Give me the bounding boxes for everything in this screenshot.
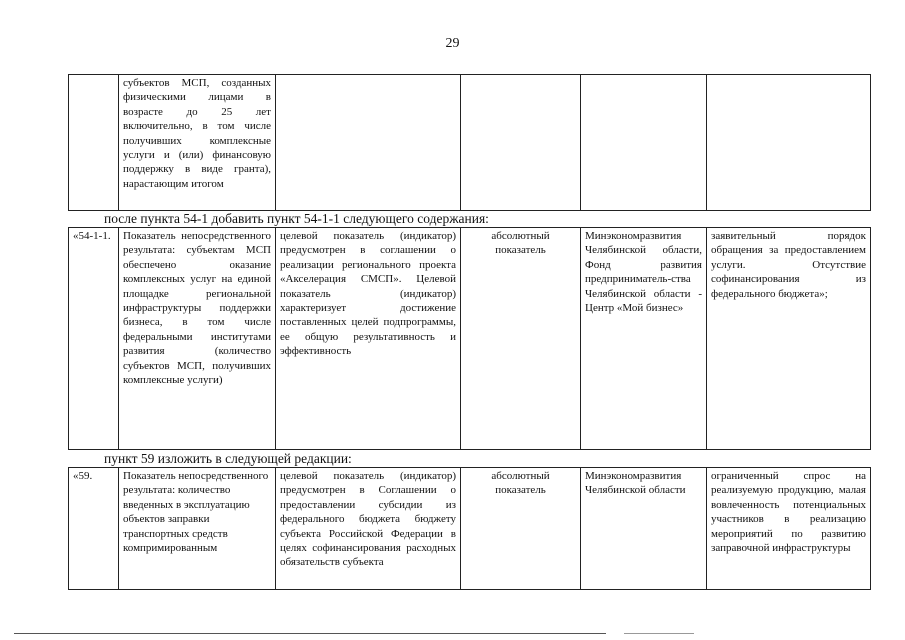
cell-description xyxy=(276,75,461,211)
cell-responsible: Минэкономразвития Челябинской области xyxy=(581,468,707,590)
cell-indicator: Показатель непосредственного результата: субъектам МСП обеспечено оказание комплексных услуг на единой площадке региональной инфраструктуры поддержки бизнеса, в том числе федеральными институтами развития (количество субъектов МСП, получивших комплексные услуги) xyxy=(119,228,276,450)
cell-description: целевой показатель (индикатор) предусмотрен в соглашении о реализации регионального проекта «Акселерация СМСП». Целевой показатель (индикатор) характеризует достижение поставленных целей подпрограммы, ее общую результативность и эффективность xyxy=(276,228,461,450)
amendment-instruction-1: после пункта 54-1 добавить пункт 54-1-1 следующего содержания: xyxy=(104,211,489,226)
cell-note: заявительный порядок обращения за предоставлением услуги. Отсутствие софинансирования из федерального бюджета»; xyxy=(707,228,871,450)
cell-type: абсолютный показатель xyxy=(461,228,581,450)
table-item-59 xyxy=(68,467,871,590)
bottom-rule xyxy=(14,633,606,634)
cell-type xyxy=(461,75,581,211)
cell-number: «54-1-1. xyxy=(69,228,119,450)
cell-number xyxy=(69,75,119,211)
table-row xyxy=(69,228,871,450)
table-row xyxy=(69,468,871,590)
cell-note: ограниченный спрос на реализуемую продукцию, малая вовлеченность потенциальных участников в реализацию мероприятий по развитию заправочной инфраструктуры xyxy=(707,468,871,590)
bottom-rule-fragment xyxy=(624,633,694,634)
cell-note xyxy=(707,75,871,211)
table-row xyxy=(69,75,871,211)
cell-indicator: Показатель непосредственного результата: количество введенных в эксплуатацию объектов заправки транспортных средств компримированным xyxy=(119,468,276,590)
amendment-instruction-2: пункт 59 изложить в следующей редакции: xyxy=(104,451,352,466)
cell-number: «59. xyxy=(69,468,119,590)
cell-indicator: субъектов МСП, созданных физическими лицами в возрасте до 25 лет включительно, в том числе получивших комплексные услуги и (или) финансовую поддержку в виде гранта), нарастающим итогом xyxy=(119,75,276,211)
page-number: 29 xyxy=(445,36,460,51)
cell-responsible xyxy=(581,75,707,211)
table-continuation xyxy=(68,74,871,211)
cell-responsible: Минэкономразвития Челябинской области, Фонд развития предприниматель-ства Челябинской области - Центр «Мой бизнес» xyxy=(581,228,707,450)
cell-type: абсолютный показатель xyxy=(461,468,581,590)
cell-description: целевой показатель (индикатор) предусмотрен в Соглашении о предоставлении субсидии из федерального бюджета бюджету субъекта Российской Федерации в целях софинансирования расходных обязательств субъекта xyxy=(276,468,461,590)
table-item-54-1-1 xyxy=(68,227,871,450)
